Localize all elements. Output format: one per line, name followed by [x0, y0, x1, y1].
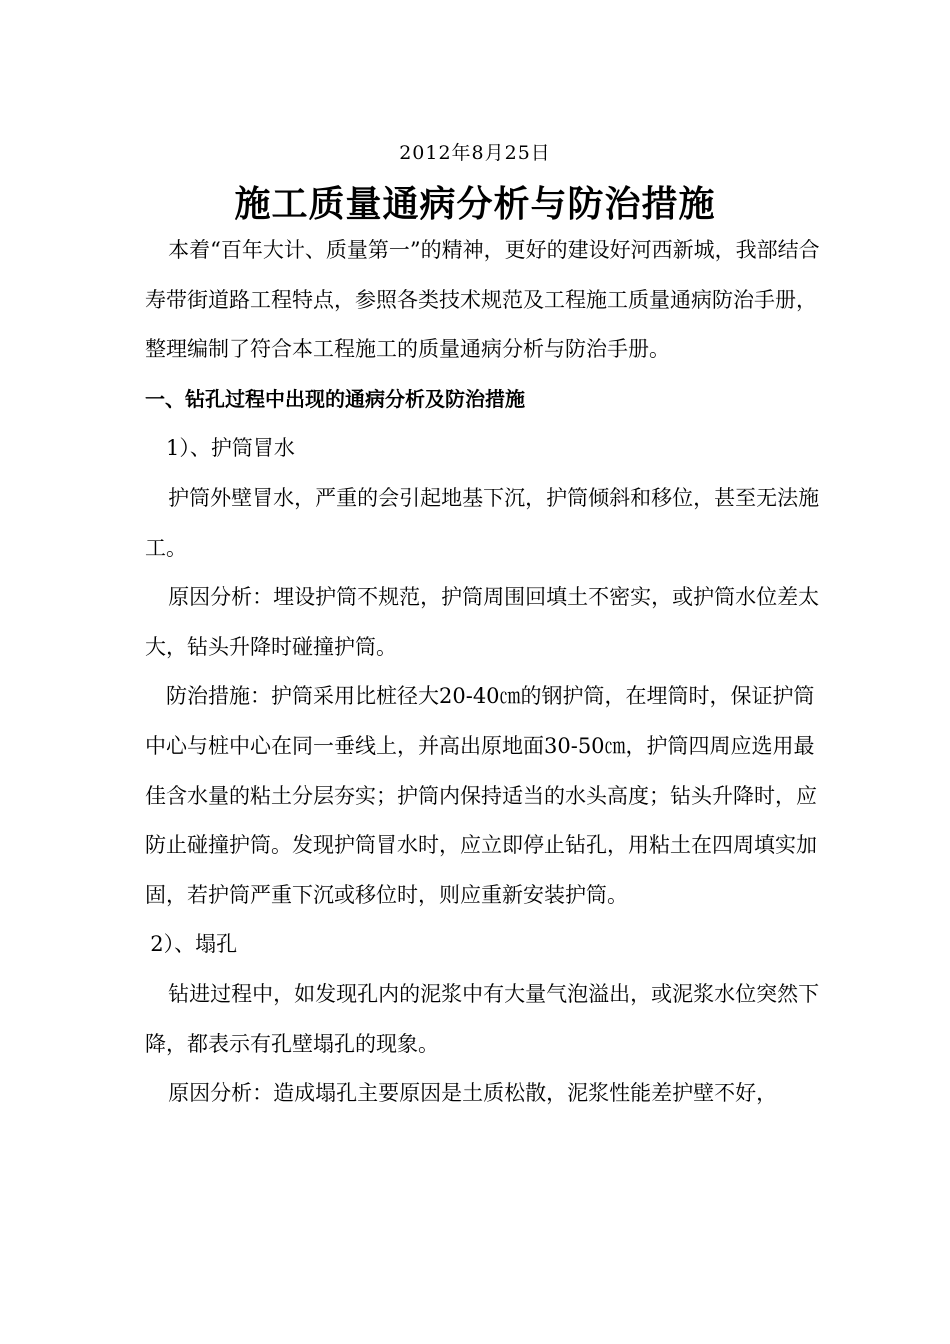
document-body: [145, 226, 825, 1119]
section-heading: 一、钻孔过程中出现的通病分析及防治措施: [145, 386, 525, 411]
item-title: 1）、护筒冒水: [166, 436, 295, 461]
document-date: 2012年8月25日: [399, 142, 551, 164]
item-description: 护筒外壁冒水，严重的会引起地基下沉，护筒倾斜和移位，甚至无法施工。: [145, 485, 820, 560]
cause-analysis: 原因分析：造成塌孔主要原因是土质松散，泥浆性能差护壁不好，: [168, 1081, 778, 1106]
item-description: 钻进过程中，如发现孔内的泥浆中有大量气泡溢出，或泥浆水位突然下降，都表示有孔壁塌孔的现象。: [145, 981, 820, 1056]
cause-analysis: 原因分析：埋设护筒不规范，护筒周围回填土不密实，或护筒水位差太大，钻头升降时碰撞护筒。: [145, 585, 820, 659]
intro-paragraph: 本着“百年大计、质量第一”的精神，更好的建设好河西新城，我部结合寿带街道路工程特点，参照各类技术规范及工程施工质量通病防治手册，整理编制了符合本工程施工的质量通病分析与防治手册。: [145, 238, 820, 362]
item-title: 2）、塌孔: [150, 932, 238, 957]
document-title: 施工质量通病分析与防治措施: [234, 183, 716, 225]
prevention-measures: 防治措施：护筒采用比桩径大20-40㎝的钢护筒，在埋筒时，保证护筒中心与桩中心在同一垂线上，并高出原地面30-50㎝，护筒四周应选用最佳含水量的粘土分层夯实；护筒内保持适当的水头高度；钻头升降时，应防止碰撞护筒。发现护筒冒水时，应立即停止钻孔，用粘土在四周填实加固，若护筒严重下沉或移位时，则应重新安装护筒。: [145, 684, 817, 907]
